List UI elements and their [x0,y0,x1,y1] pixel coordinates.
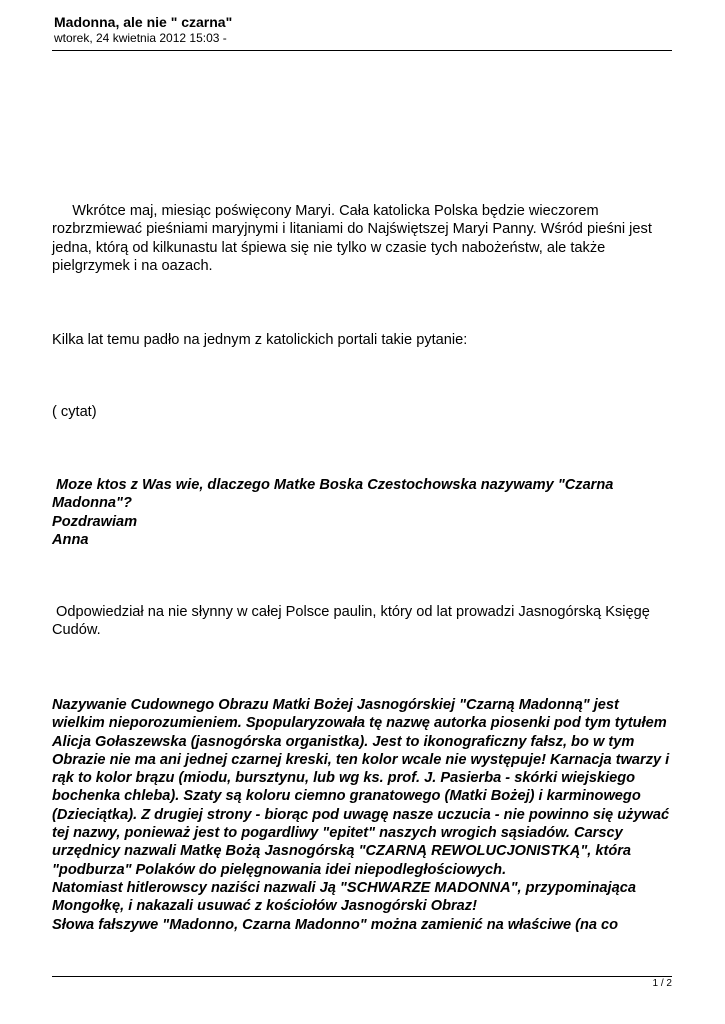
quote-line: Moze ktos z Was wie, dlaczego Matke Boska Czestochowska nazywamy "Czarna [52,477,614,493]
quoted-question [52,476,677,549]
intro-paragraph [52,202,677,275]
answer-line: rąk to kolor brązu (miodu, bursztynu, lub wg ks. prof. J. Pasierba - skórki wiejskiego [52,770,636,787]
answer-intro-line: Odpowiedział na nie słynny w całej Polsce paulin, który od lat prowadzi Jasnogórską Księgę [52,604,650,620]
quote-label: ( cytat) [52,404,97,420]
page-number: 1 / 2 [652,978,672,989]
header-divider [52,50,672,51]
answer-line: Natomiast hitlerowscy naziści nazwali Ją "SCHWARZE MADONNA", przypominająca [52,879,636,896]
answer-intro-line: Cudów. [52,622,101,639]
answer-line: wielkim nieporozumieniem. Spopularyzowała tę nazwę autorka piosenki pod tym tytułem [52,715,667,732]
intro-line: pielgrzymek i na oazach. [52,257,213,274]
answer-line: Mongołkę, i nakazali usuwać z kościołów Jasnogórski Obraz! [52,898,477,915]
answer-line: Słowa fałszywe "Madonno, Czarna Madonno" można zamienić na właściwe (na co [52,916,619,933]
answer-line: Obrazie nie ma ani jednej czarnej kreski, ten kolor wcale nie występuje! Karnacja twarzy i [52,751,670,768]
intro-line: Wkrótce maj, miesiąc poświęcony Maryi. Cała katolicka Polska będzie wieczorem [52,203,599,219]
intro-line: rozbrzmiewać pieśniami maryjnymi i litaniami do Najświętszej Maryi Panny. Wśród pieśni jest [52,221,652,238]
answer-line: (Dzieciątka). Z drugiej strony - biorąc pod uwagę nasze uczucia - nie powinno się używać [52,806,670,823]
answer-line: Alicja Gołaszewska (jasnogórska organistka). Jest to ikonograficzny fałsz, bo w tym [52,733,635,750]
quote-line: Pozdrawiam [52,513,138,530]
question-intro: Kilka lat temu padło na jednym z katolickich portali takie pytanie: [52,332,468,348]
intro-line: jedna, którą od kilkunastu lat śpiewa się nie tylko w czasie tych nabożeństw, ale także [52,239,606,256]
answer-line: Nazywanie Cudownego Obrazu Matki Bożej Jasnogórskiej "Czarną Madonną" jest [52,697,619,713]
footer-divider [52,976,672,977]
answer-line: "podburza" Polaków do pielęgnowania idei niepodległościowych. [52,861,507,878]
answer-line: tej nazwy, ponieważ jest to pogardliwy "epitet" naszych wrogich sąsiadów. Carscy [52,825,623,842]
answer-paragraph [52,696,677,934]
quote-line: Anna [52,531,89,548]
article-title: Madonna, ale nie " czarna" [54,14,233,30]
answer-line: urzędnicy nazwali Matkę Bożą Jasnogórską "CZARNĄ REWOLUCJONISTKĄ", która [52,843,632,860]
answer-line: bochenka chleba). Szaty są koloru ciemno granatowego (Matki Bożej) i karminowego [52,788,641,805]
quote-line: Madonna"? [52,495,132,512]
article-date: wtorek, 24 kwietnia 2012 15:03 - [54,31,227,45]
answer-intro-paragraph [52,603,677,640]
